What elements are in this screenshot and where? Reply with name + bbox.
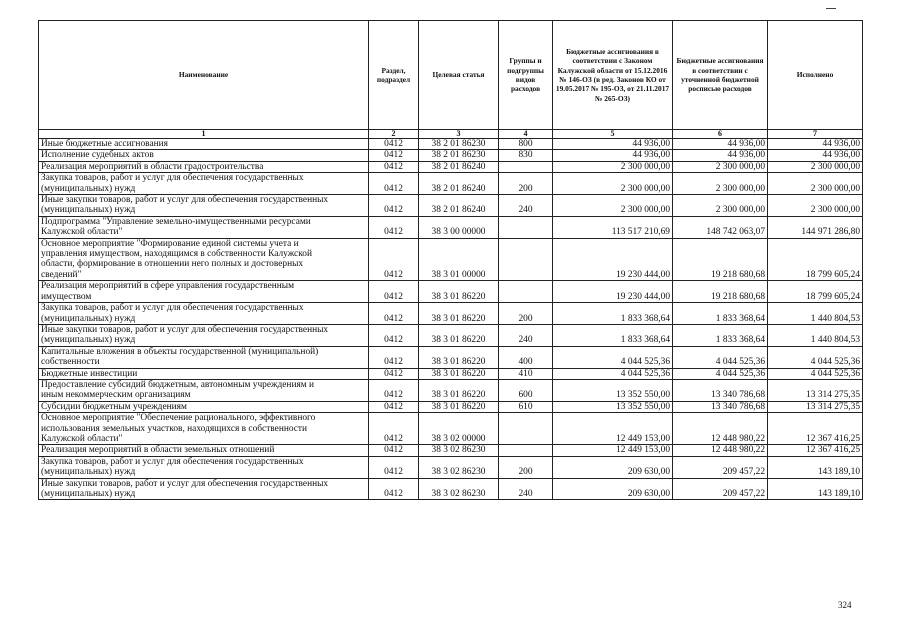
column-number: 4 (499, 130, 553, 139)
row-refined-amount: 12 448 980,22 (673, 445, 768, 456)
row-target: 38 3 01 86220 (419, 379, 499, 401)
table-row (39, 303, 863, 325)
corner-dash-mark (826, 8, 836, 9)
row-law-amount: 19 230 444,00 (553, 238, 673, 281)
row-group (499, 216, 553, 238)
row-law-amount: 12 449 153,00 (553, 445, 673, 456)
row-name: Реализация мероприятий в области градостроительства (39, 161, 369, 172)
row-executed-amount: 12 367 416,25 (768, 445, 863, 456)
row-name: Иные закупки товаров, работ и услуг для обеспечения государственных (муниципальных) нужд (39, 324, 369, 346)
header-executed: Исполнено (768, 21, 863, 130)
row-name: Иные закупки товаров, работ и услуг для обеспечения государственных (муниципальных) нужд (39, 478, 369, 500)
row-name: Иные закупки товаров, работ и услуг для обеспечения государственных (муниципальных) нужд (39, 195, 369, 217)
column-number-row (39, 130, 863, 139)
row-law-amount: 209 630,00 (553, 456, 673, 478)
row-executed-amount: 18 799 605,24 (768, 281, 863, 303)
row-executed-amount: 2 300 000,00 (768, 173, 863, 195)
row-refined-amount: 44 936,00 (673, 139, 768, 150)
row-executed-amount: 44 936,00 (768, 150, 863, 161)
table-row (39, 401, 863, 412)
row-section: 0412 (369, 379, 419, 401)
row-name: Капитальные вложения в объекты государственной (муниципальной) собственности (39, 346, 369, 368)
row-executed-amount: 13 314 275,35 (768, 379, 863, 401)
table-row (39, 161, 863, 172)
table-row (39, 195, 863, 217)
table-row (39, 139, 863, 150)
row-executed-amount: 143 189,10 (768, 456, 863, 478)
row-law-amount: 12 449 153,00 (553, 413, 673, 445)
row-section: 0412 (369, 324, 419, 346)
table-row (39, 445, 863, 456)
row-law-amount: 209 630,00 (553, 478, 673, 500)
row-refined-amount: 2 300 000,00 (673, 195, 768, 217)
row-refined-amount: 209 457,22 (673, 456, 768, 478)
row-section: 0412 (369, 161, 419, 172)
row-section: 0412 (369, 368, 419, 379)
row-refined-amount: 209 457,22 (673, 478, 768, 500)
row-refined-amount: 44 936,00 (673, 150, 768, 161)
row-group: 410 (499, 368, 553, 379)
column-number: 5 (553, 130, 673, 139)
row-refined-amount: 13 340 786,68 (673, 379, 768, 401)
row-target: 38 3 02 86230 (419, 456, 499, 478)
row-refined-amount: 2 300 000,00 (673, 161, 768, 172)
row-name: Реализация мероприятий в сфере управления государственным имуществом (39, 281, 369, 303)
table-row (39, 238, 863, 281)
table-row (39, 346, 863, 368)
row-section: 0412 (369, 456, 419, 478)
row-refined-amount: 148 742 063,07 (673, 216, 768, 238)
row-name: Реализация мероприятий в области земельных отношений (39, 445, 369, 456)
row-target: 38 3 01 86220 (419, 401, 499, 412)
row-section: 0412 (369, 445, 419, 456)
row-executed-amount: 12 367 416,25 (768, 413, 863, 445)
row-section: 0412 (369, 195, 419, 217)
row-refined-amount: 4 044 525,36 (673, 346, 768, 368)
header-row (39, 21, 863, 130)
row-name: Субсидии бюджетным учреждениям (39, 401, 369, 412)
row-name: Подпрограмма "Управление земельно-имущественными ресурсами Калужской области" (39, 216, 369, 238)
row-executed-amount: 143 189,10 (768, 478, 863, 500)
row-law-amount: 44 936,00 (553, 150, 673, 161)
row-refined-amount: 13 340 786,68 (673, 401, 768, 412)
row-target: 38 3 01 86220 (419, 303, 499, 325)
header-section: Раздел, подраздел (369, 21, 419, 130)
row-group (499, 445, 553, 456)
row-group: 800 (499, 139, 553, 150)
row-law-amount: 2 300 000,00 (553, 195, 673, 217)
column-number: 1 (39, 130, 369, 139)
row-name: Закупка товаров, работ и услуг для обеспечения государственных (муниципальных) нужд (39, 173, 369, 195)
table-row (39, 150, 863, 161)
table-row (39, 368, 863, 379)
column-number: 2 (369, 130, 419, 139)
row-executed-amount: 18 799 605,24 (768, 238, 863, 281)
header-refined: Бюджетные ассигнования в соответствии с уточненной бюджетной росписью расходов (673, 21, 768, 130)
row-law-amount: 13 352 550,00 (553, 379, 673, 401)
row-group (499, 413, 553, 445)
row-law-amount: 4 044 525,36 (553, 368, 673, 379)
row-target: 38 3 01 86220 (419, 368, 499, 379)
header-groups: Группы и подгруппы видов расходов (499, 21, 553, 130)
row-name: Предоставление субсидий бюджетным, автономным учреждениям и иным некоммерческим организациям (39, 379, 369, 401)
row-target: 38 2 01 86230 (419, 139, 499, 150)
table-row (39, 413, 863, 445)
row-law-amount: 1 833 368,64 (553, 324, 673, 346)
header-target: Целевая статья (419, 21, 499, 130)
table-row (39, 324, 863, 346)
row-executed-amount: 2 300 000,00 (768, 195, 863, 217)
row-law-amount: 1 833 368,64 (553, 303, 673, 325)
row-group: 610 (499, 401, 553, 412)
row-group (499, 281, 553, 303)
row-executed-amount: 1 440 804,53 (768, 324, 863, 346)
row-name: Закупка товаров, работ и услуг для обеспечения государственных (муниципальных) нужд (39, 456, 369, 478)
row-law-amount: 13 352 550,00 (553, 401, 673, 412)
column-number: 6 (673, 130, 768, 139)
column-number: 3 (419, 130, 499, 139)
table-row (39, 281, 863, 303)
row-section: 0412 (369, 413, 419, 445)
row-target: 38 3 00 00000 (419, 216, 499, 238)
table-row (39, 456, 863, 478)
row-name: Основное мероприятие "Обеспечение рационального, эффективного использования земельных участков, находящихся в собственности Калужской области" (39, 413, 369, 445)
row-law-amount: 2 300 000,00 (553, 173, 673, 195)
budget-table (38, 20, 863, 500)
row-section: 0412 (369, 238, 419, 281)
table-row (39, 379, 863, 401)
table-row (39, 173, 863, 195)
row-executed-amount: 13 314 275,35 (768, 401, 863, 412)
table-row (39, 216, 863, 238)
row-target: 38 2 01 86230 (419, 150, 499, 161)
page-number: 324 (838, 600, 852, 610)
row-section: 0412 (369, 401, 419, 412)
row-section: 0412 (369, 216, 419, 238)
table-row (39, 478, 863, 500)
row-target: 38 3 02 86230 (419, 445, 499, 456)
row-name: Основное мероприятие "Формирование единой системы учета и управления имуществом, находящимся в собственности Калужской области, формирование в отношении него полных и достоверных сведений" (39, 238, 369, 281)
row-refined-amount: 1 833 368,64 (673, 324, 768, 346)
row-group: 240 (499, 195, 553, 217)
row-refined-amount: 2 300 000,00 (673, 173, 768, 195)
row-target: 38 2 01 86240 (419, 195, 499, 217)
row-refined-amount: 12 448 980,22 (673, 413, 768, 445)
row-law-amount: 44 936,00 (553, 139, 673, 150)
row-name: Бюджетные инвестиции (39, 368, 369, 379)
row-group: 400 (499, 346, 553, 368)
row-name: Исполнение судебных актов (39, 150, 369, 161)
row-section: 0412 (369, 303, 419, 325)
row-refined-amount: 19 218 680,68 (673, 238, 768, 281)
row-target: 38 3 01 86220 (419, 324, 499, 346)
header-law: Бюджетные ассигнования в соответствии с Законом Калужской области от 15.12.2016 № 146-ОЗ (в ред. Законов КО от 19.05.2017 № 195-ОЗ, от 21.11.2017 № 265-ОЗ) (553, 21, 673, 130)
row-target: 38 3 01 00000 (419, 238, 499, 281)
row-refined-amount: 1 833 368,64 (673, 303, 768, 325)
column-number: 7 (768, 130, 863, 139)
row-name: Иные бюджетные ассигнования (39, 139, 369, 150)
row-executed-amount: 44 936,00 (768, 139, 863, 150)
row-group: 830 (499, 150, 553, 161)
row-executed-amount: 1 440 804,53 (768, 303, 863, 325)
row-group: 600 (499, 379, 553, 401)
row-target: 38 3 02 86230 (419, 478, 499, 500)
row-law-amount: 4 044 525,36 (553, 346, 673, 368)
row-group: 240 (499, 478, 553, 500)
row-section: 0412 (369, 281, 419, 303)
row-law-amount: 2 300 000,00 (553, 161, 673, 172)
budget-table-sheet (38, 20, 862, 500)
row-law-amount: 19 230 444,00 (553, 281, 673, 303)
row-section: 0412 (369, 346, 419, 368)
row-group (499, 238, 553, 281)
row-refined-amount: 4 044 525,36 (673, 368, 768, 379)
row-target: 38 2 01 86240 (419, 161, 499, 172)
header-name: Наименование (39, 21, 369, 130)
row-group (499, 161, 553, 172)
row-section: 0412 (369, 150, 419, 161)
row-group: 200 (499, 456, 553, 478)
row-section: 0412 (369, 478, 419, 500)
table-body (39, 139, 863, 500)
row-section: 0412 (369, 139, 419, 150)
row-section: 0412 (369, 173, 419, 195)
row-target: 38 3 01 86220 (419, 346, 499, 368)
row-executed-amount: 4 044 525,36 (768, 346, 863, 368)
row-refined-amount: 19 218 680,68 (673, 281, 768, 303)
row-target: 38 3 01 86220 (419, 281, 499, 303)
row-group: 240 (499, 324, 553, 346)
row-law-amount: 113 517 210,69 (553, 216, 673, 238)
row-group: 200 (499, 173, 553, 195)
row-executed-amount: 2 300 000,00 (768, 161, 863, 172)
row-executed-amount: 4 044 525,36 (768, 368, 863, 379)
row-name: Закупка товаров, работ и услуг для обеспечения государственных (муниципальных) нужд (39, 303, 369, 325)
row-executed-amount: 144 971 286,80 (768, 216, 863, 238)
row-target: 38 2 01 86240 (419, 173, 499, 195)
row-target: 38 3 02 00000 (419, 413, 499, 445)
row-group: 200 (499, 303, 553, 325)
